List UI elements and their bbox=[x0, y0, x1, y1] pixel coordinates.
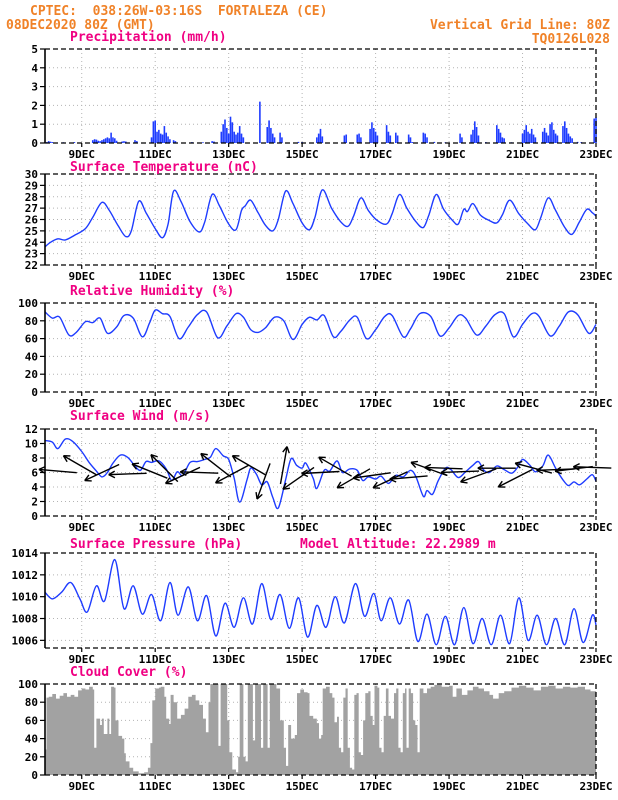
x-tick-label: 17DEC bbox=[359, 521, 393, 534]
relative-humidity-chart bbox=[18, 297, 612, 410]
precip-bar bbox=[397, 135, 399, 143]
precip-bar bbox=[377, 135, 379, 143]
precip-bar bbox=[546, 133, 548, 143]
model-altitude-label: Model Altitude: 22.2989 m bbox=[300, 537, 496, 552]
precip-bar bbox=[426, 137, 428, 143]
precip-bar bbox=[535, 137, 537, 143]
x-tick-label: 17DEC bbox=[359, 397, 393, 410]
x-tick-label: 11DEC bbox=[138, 653, 172, 666]
x-tick-label: 21DEC bbox=[505, 521, 540, 534]
precip-bar bbox=[522, 134, 524, 143]
x-tick-label: 21DEC bbox=[505, 653, 540, 666]
x-tick-label: 23DEC bbox=[579, 780, 613, 793]
precip-bar bbox=[268, 120, 270, 143]
precip-bar bbox=[318, 134, 320, 143]
precip-bar bbox=[345, 135, 347, 143]
precip-bar bbox=[162, 135, 164, 143]
precip-bar bbox=[555, 134, 557, 143]
precip-bar bbox=[241, 134, 243, 143]
precip-bar bbox=[412, 142, 414, 143]
y-tick-label: 26 bbox=[24, 213, 38, 227]
precip-bar bbox=[568, 134, 570, 143]
precip-bar bbox=[593, 119, 595, 143]
y-tick-label: 4 bbox=[31, 61, 38, 75]
precip-bar bbox=[544, 128, 546, 143]
x-tick-label: 23DEC bbox=[579, 397, 613, 410]
x-tick-label: 11DEC bbox=[138, 397, 172, 410]
precip-bar bbox=[569, 136, 571, 143]
x-tick-label: 19DEC bbox=[432, 397, 466, 410]
y-tick-label: 80 bbox=[24, 314, 38, 328]
x-tick-label: 19DEC bbox=[432, 148, 466, 161]
surface-wind-chart bbox=[25, 423, 613, 534]
precip-bar bbox=[358, 134, 360, 143]
precip-bar bbox=[222, 124, 224, 143]
x-tick-label: 9DEC bbox=[68, 148, 95, 161]
surface-temperature-chart bbox=[25, 168, 613, 283]
y-tick-label: 4 bbox=[31, 481, 38, 494]
precip-bar bbox=[531, 129, 533, 143]
x-tick-label: 17DEC bbox=[359, 780, 393, 793]
y-tick-label: 100 bbox=[18, 678, 38, 691]
precip-bar bbox=[226, 128, 228, 143]
x-tick-label: 11DEC bbox=[138, 148, 172, 161]
x-tick-label: 21DEC bbox=[505, 270, 540, 283]
precip-bar bbox=[386, 125, 388, 143]
x-tick-label: 15DEC bbox=[285, 397, 319, 410]
precip-bar bbox=[502, 137, 504, 143]
precip-bar bbox=[474, 121, 476, 143]
surface-temperature-title: Surface Temperature (nC) bbox=[70, 160, 258, 175]
x-tick-label: 21DEC bbox=[505, 397, 540, 410]
y-tick-label: 0 bbox=[31, 769, 38, 782]
vertical-grid-line-label: Vertical Grid Line: 80Z bbox=[429, 18, 610, 33]
y-tick-label: 1014 bbox=[11, 547, 38, 560]
precip-bar bbox=[527, 132, 529, 143]
x-tick-label: 17DEC bbox=[359, 148, 393, 161]
precip-bar bbox=[496, 125, 498, 143]
header-run-datetime: 08DEC2020 80Z (GMT) bbox=[6, 18, 155, 33]
x-tick-label: 19DEC bbox=[432, 780, 466, 793]
y-tick-label: 0 bbox=[31, 510, 38, 523]
precip-bar bbox=[529, 134, 531, 143]
surface-pressure-title: Surface Pressure (hPa) bbox=[70, 537, 243, 552]
x-tick-label: 13DEC bbox=[212, 270, 246, 283]
x-tick-label: 15DEC bbox=[285, 780, 319, 793]
x-tick-label: 11DEC bbox=[138, 270, 172, 283]
x-tick-label: 13DEC bbox=[212, 521, 246, 534]
precip-bar bbox=[551, 122, 553, 143]
x-tick-label: 9DEC bbox=[68, 270, 95, 283]
precip-bar bbox=[165, 133, 167, 143]
precip-bar bbox=[371, 122, 373, 143]
precip-bar bbox=[503, 138, 505, 143]
precip-bar bbox=[571, 138, 573, 143]
x-tick-label: 21DEC bbox=[505, 148, 540, 161]
y-tick-label: 0 bbox=[31, 386, 38, 399]
x-tick-label: 21DEC bbox=[505, 780, 540, 793]
precip-bar bbox=[478, 135, 480, 143]
precip-bar bbox=[230, 117, 232, 143]
precip-bar bbox=[524, 130, 526, 143]
precip-bar bbox=[410, 137, 412, 143]
x-tick-label: 9DEC bbox=[68, 780, 95, 793]
precip-bar bbox=[549, 124, 551, 143]
y-tick-label: 0 bbox=[31, 137, 38, 150]
y-tick-label: 23 bbox=[24, 247, 38, 261]
y-tick-label: 2 bbox=[31, 495, 38, 509]
y-tick-label: 80 bbox=[24, 696, 38, 710]
y-tick-label: 8 bbox=[31, 452, 38, 465]
precip-bar bbox=[388, 132, 390, 143]
x-tick-label: 15DEC bbox=[285, 521, 319, 534]
precip-bar bbox=[243, 137, 245, 143]
precip-bar bbox=[112, 137, 114, 143]
precip-bar bbox=[356, 135, 358, 143]
precipitation-chart bbox=[31, 43, 612, 161]
precip-bar bbox=[373, 128, 375, 143]
precip-bar bbox=[564, 121, 566, 143]
precip-bar bbox=[547, 135, 549, 143]
x-tick-label: 23DEC bbox=[579, 270, 613, 283]
precip-bar bbox=[164, 126, 166, 143]
y-tick-label: 40 bbox=[24, 350, 38, 364]
surface-wind-axes bbox=[25, 423, 613, 534]
precip-bar bbox=[233, 132, 235, 143]
x-tick-label: 19DEC bbox=[432, 270, 466, 283]
x-tick-label: 11DEC bbox=[138, 780, 172, 793]
precipitation-title: Precipitation (mm/h) bbox=[70, 30, 227, 45]
precip-bar bbox=[369, 129, 371, 143]
precip-bar bbox=[156, 132, 158, 143]
precip-bar bbox=[259, 102, 261, 143]
y-tick-label: 22 bbox=[24, 259, 38, 272]
y-tick-label: 5 bbox=[31, 43, 38, 56]
precip-bar bbox=[542, 132, 544, 143]
precip-bar bbox=[228, 134, 230, 143]
surface-wind-title: Surface Wind (m/s) bbox=[70, 409, 211, 424]
precip-bar bbox=[320, 129, 322, 143]
x-tick-label: 23DEC bbox=[579, 148, 613, 161]
y-tick-label: 1 bbox=[31, 118, 38, 132]
y-tick-label: 27 bbox=[24, 202, 38, 216]
precip-bar bbox=[525, 125, 527, 143]
header-station-line: CPTEC: 038:26W-03:16S FORTALEZA (CE) bbox=[30, 4, 328, 19]
precip-bar bbox=[239, 126, 241, 143]
precip-bar bbox=[562, 126, 564, 143]
x-tick-label: 9DEC bbox=[68, 653, 95, 666]
x-tick-label: 15DEC bbox=[285, 653, 319, 666]
precip-bar bbox=[472, 130, 474, 143]
x-tick-label: 23DEC bbox=[579, 653, 613, 666]
precip-bar bbox=[52, 142, 54, 143]
precip-bar bbox=[202, 142, 204, 143]
precip-bar bbox=[322, 136, 324, 143]
y-tick-label: 40 bbox=[24, 732, 38, 746]
y-tick-label: 20 bbox=[24, 750, 38, 764]
precip-bar bbox=[108, 138, 110, 143]
y-tick-label: 1010 bbox=[11, 590, 38, 604]
precip-bar bbox=[154, 120, 156, 143]
surface-pressure-chart bbox=[12, 547, 613, 666]
x-tick-label: 11DEC bbox=[138, 521, 172, 534]
y-tick-label: 29 bbox=[24, 179, 38, 193]
x-tick-label: 19DEC bbox=[432, 521, 466, 534]
precip-bar bbox=[408, 135, 410, 143]
relative-humidity-title: Relative Humidity (%) bbox=[70, 284, 235, 299]
x-tick-label: 15DEC bbox=[285, 270, 319, 283]
precip-bar bbox=[281, 137, 283, 143]
precip-bar bbox=[461, 137, 463, 143]
precip-bar bbox=[211, 141, 213, 143]
y-tick-label: 25 bbox=[24, 224, 38, 238]
precip-bar bbox=[423, 133, 425, 143]
y-tick-label: 30 bbox=[24, 168, 38, 181]
precip-bar bbox=[270, 128, 272, 143]
precip-bar bbox=[99, 141, 101, 143]
precip-bar bbox=[153, 121, 155, 143]
precip-bar bbox=[375, 132, 377, 143]
precip-bar bbox=[274, 137, 276, 143]
y-tick-label: 60 bbox=[24, 714, 38, 728]
x-tick-label: 19DEC bbox=[432, 653, 466, 666]
y-tick-label: 12 bbox=[24, 423, 38, 436]
precip-bar bbox=[123, 141, 125, 143]
cloud-cover-title: Cloud Cover (%) bbox=[70, 665, 188, 680]
precip-bar bbox=[266, 127, 268, 143]
precip-bar bbox=[232, 122, 234, 143]
precip-bar bbox=[107, 137, 109, 143]
y-tick-label: 2 bbox=[31, 99, 38, 113]
y-tick-label: 1006 bbox=[11, 634, 38, 648]
precip-bar bbox=[221, 132, 223, 143]
x-tick-label: 17DEC bbox=[359, 653, 393, 666]
precip-bar bbox=[237, 133, 239, 143]
relative-humidity-axes bbox=[18, 297, 612, 410]
surface-temperature-line bbox=[45, 190, 596, 247]
y-tick-label: 60 bbox=[24, 332, 38, 346]
precip-bar bbox=[167, 136, 169, 143]
x-tick-label: 17DEC bbox=[359, 270, 393, 283]
y-tick-label: 3 bbox=[31, 80, 38, 94]
precip-bar bbox=[151, 137, 153, 143]
x-tick-label: 23DEC bbox=[579, 521, 613, 534]
precip-bar bbox=[224, 120, 226, 144]
precip-bar bbox=[235, 135, 237, 143]
precip-bar bbox=[557, 135, 559, 143]
y-tick-label: 100 bbox=[18, 297, 38, 310]
precip-bar bbox=[533, 135, 535, 143]
x-tick-label: 15DEC bbox=[285, 148, 319, 161]
precip-bar bbox=[566, 128, 568, 143]
precip-bar bbox=[498, 129, 500, 143]
cloud-cover-area bbox=[45, 684, 596, 775]
precip-bar bbox=[470, 135, 472, 143]
product-code-label: TQ0126L028 bbox=[531, 32, 610, 47]
precip-bar bbox=[459, 134, 461, 143]
precip-bar bbox=[110, 133, 112, 143]
precip-bar bbox=[424, 134, 426, 143]
surface-pressure-line bbox=[45, 560, 596, 645]
precip-bar bbox=[360, 137, 362, 143]
precip-bar bbox=[389, 135, 391, 143]
precip-bar bbox=[114, 138, 116, 143]
y-tick-label: 20 bbox=[24, 368, 38, 382]
precip-bar bbox=[272, 134, 274, 143]
relative-humidity-line bbox=[45, 310, 596, 340]
precip-bar bbox=[553, 130, 555, 143]
y-tick-label: 6 bbox=[31, 466, 38, 480]
x-tick-label: 9DEC bbox=[68, 397, 95, 410]
precip-bar bbox=[344, 135, 346, 143]
y-tick-label: 24 bbox=[24, 236, 38, 250]
precip-bar bbox=[395, 133, 397, 143]
precip-bar bbox=[476, 127, 478, 143]
cloud-cover-chart bbox=[18, 678, 612, 793]
precip-bar bbox=[160, 134, 162, 143]
y-tick-label: 28 bbox=[24, 190, 38, 204]
x-tick-label: 13DEC bbox=[212, 397, 246, 410]
precip-bar bbox=[158, 130, 160, 143]
precip-bar bbox=[316, 137, 318, 143]
y-tick-label: 1012 bbox=[11, 568, 38, 582]
y-tick-label: 10 bbox=[24, 437, 38, 451]
precip-bar bbox=[279, 133, 281, 143]
x-tick-label: 13DEC bbox=[212, 148, 246, 161]
precip-bar bbox=[500, 133, 502, 143]
surface-temperature-axes bbox=[25, 168, 613, 283]
x-tick-label: 9DEC bbox=[68, 521, 95, 534]
x-tick-label: 13DEC bbox=[212, 653, 246, 666]
y-tick-label: 1008 bbox=[11, 612, 38, 626]
wind-direction-arrows bbox=[39, 447, 611, 500]
precip-bar bbox=[105, 138, 107, 143]
x-tick-label: 13DEC bbox=[212, 780, 246, 793]
